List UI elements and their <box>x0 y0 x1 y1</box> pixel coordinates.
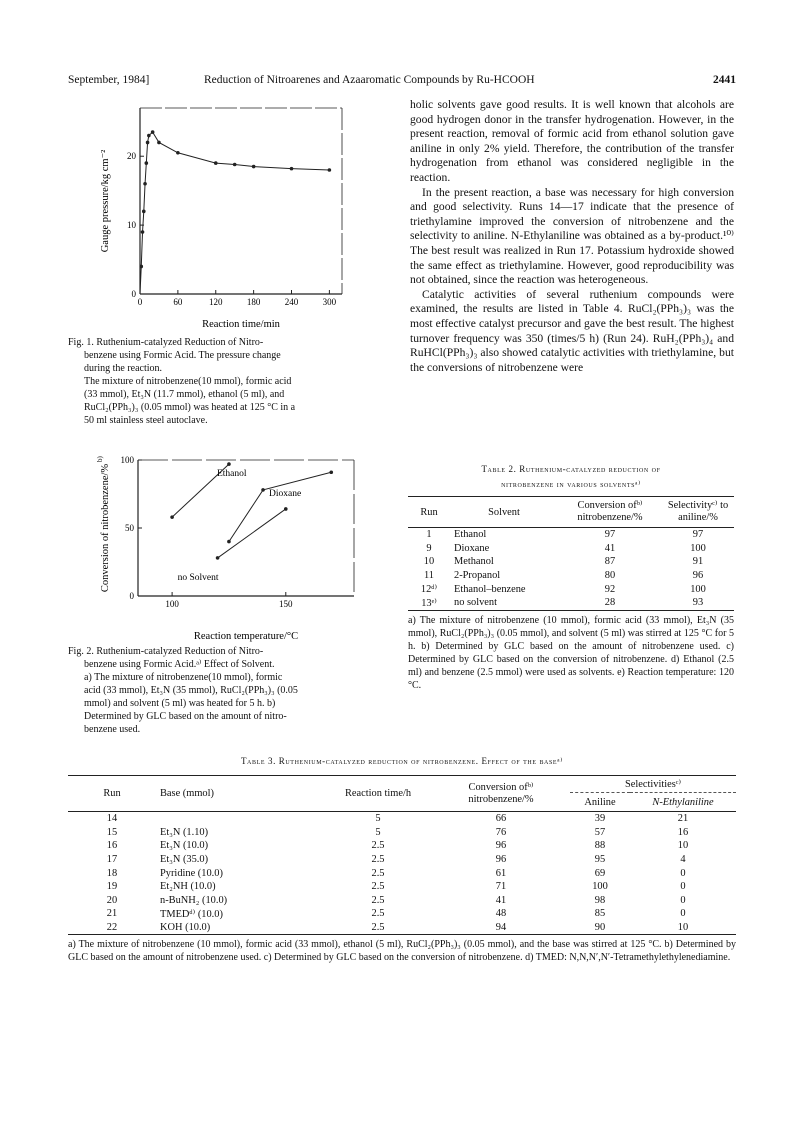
table-cell: 0 <box>680 894 686 906</box>
caption-line: (33 mmol), Et₃N (11.7 mmol), ethanol (5 ml), and <box>84 389 285 400</box>
table-cell: Et₃N (35.0) <box>160 854 209 866</box>
header-date: September, 1984] <box>68 74 150 86</box>
data-point <box>176 151 180 155</box>
table-cell: 2.5 <box>371 922 385 934</box>
table-cell: 93 <box>692 597 704 609</box>
table-cell: 76 <box>495 826 507 838</box>
data-point <box>233 163 237 167</box>
body-text <box>410 98 734 375</box>
table2-header: Conversion ofᵇ⁾ nitrobenzene/% <box>577 500 643 523</box>
table2-header: Selectivityᶜ⁾ to aniline/% <box>667 500 729 523</box>
table-cell <box>156 812 324 826</box>
series-line <box>229 472 331 541</box>
x-tick-label: 150 <box>279 599 293 609</box>
table-cell: 11 <box>423 570 434 582</box>
data-point <box>143 182 147 186</box>
table-cell: 22 <box>106 922 118 934</box>
table-row <box>408 582 734 596</box>
page-number: 2441 <box>713 74 736 86</box>
table-cell: 9 <box>426 542 432 554</box>
table-cell: 21 <box>677 813 689 825</box>
table-cell: Ethanol <box>454 529 487 541</box>
data-point <box>157 141 161 145</box>
table-cell: 97 <box>604 529 616 541</box>
data-point <box>151 130 155 134</box>
x-tick-label: 100 <box>165 599 179 609</box>
data-point <box>227 462 231 466</box>
table-cell: 5 <box>375 813 381 825</box>
series-label: no Solvent <box>177 572 219 583</box>
table-cell: 98 <box>594 894 606 906</box>
table-cell: 91 <box>692 556 704 568</box>
table-cell: 100 <box>592 881 608 893</box>
data-point <box>214 161 218 165</box>
caption-line: Fig. 2. Ruthenium-catalyzed Reduction of Nitro- <box>68 646 264 657</box>
table2-header: Run <box>420 506 438 518</box>
table-row <box>408 596 734 610</box>
data-point <box>142 210 146 214</box>
table-cell: 5 <box>375 826 381 838</box>
table-cell: Methanol <box>454 556 494 568</box>
table3-header-aniline: Aniline <box>584 796 616 808</box>
caption-line: RuCl₂(PPh₃)₃ (0.05 mmol) was heated at 125 °C in a <box>84 402 296 413</box>
caption-line: mmol) and solvent (5 ml) was heated for 5 h. b) <box>84 698 276 709</box>
table-row <box>68 907 736 921</box>
table-cell: Et₂NH (10.0) <box>160 881 216 893</box>
table3-notes: a) The mixture of nitrobenzene (10 mmol), formic acid (33 mmol), ethanol (5 ml), RuCl₂(PPh₃)₃ (0.05 mmol), and the base was stirred at 125 °C. b) Determined by GLC based on the amount of nitrobenzene used. c) Determined by GLC based on the conversion of nitrobenzene. d) TMED: N,N,N′,N′-Tetramethylethylenediamine. <box>68 939 736 964</box>
table-row <box>68 880 736 894</box>
x-tick-label: 0 <box>137 297 143 307</box>
data-point <box>139 265 143 269</box>
table2 <box>408 462 734 692</box>
y-tick-label: 100 <box>120 455 134 465</box>
y-axis-label: Conversion of nitrobenzene/% <box>100 463 111 593</box>
x-tick-label: 60 <box>173 297 183 307</box>
table-cell: 16 <box>106 840 118 852</box>
y-tick-label: 0 <box>129 591 134 601</box>
table-cell: 28 <box>604 597 616 609</box>
table-cell: 100 <box>690 542 706 554</box>
table-cell: 2.5 <box>371 854 385 866</box>
x-axis-label: Reaction temperature/°C <box>193 631 299 642</box>
fig1-chart <box>96 100 366 332</box>
caption-line: Determined by GLC based on the amount of nitro- <box>84 711 287 722</box>
data-point <box>145 161 149 165</box>
table-cell: 97 <box>692 529 704 541</box>
table-row <box>408 528 734 542</box>
table-cell: Et₃N (1.10) <box>160 826 209 838</box>
table2-header: Solvent <box>488 506 520 518</box>
table2-title <box>408 462 734 492</box>
table-cell: Dioxane <box>454 542 490 554</box>
series-label: Ethanol <box>216 469 247 480</box>
table-cell: 41 <box>604 542 616 554</box>
table3-header-ethylaniline: N-Ethylaniline <box>652 796 714 808</box>
data-point <box>252 165 256 169</box>
data-point <box>146 141 150 145</box>
data-point <box>216 556 220 560</box>
y-tick-label: 20 <box>127 151 136 162</box>
caption-line: Fig. 1. Ruthenium-catalyzed Reduction of Nitro- <box>68 337 264 348</box>
table-cell: 16 <box>677 826 689 838</box>
table-cell: 0 <box>680 881 686 893</box>
table-cell: 80 <box>604 570 616 582</box>
table-row <box>68 866 736 880</box>
table-cell: 13ᵉ⁾ <box>421 597 437 609</box>
caption-line: The mixture of nitrobenzene(10 mmol), formic acid <box>84 376 292 387</box>
table-cell: 2.5 <box>371 894 385 906</box>
data-point <box>141 230 145 234</box>
y-tick-label: 10 <box>127 220 136 231</box>
table-cell: 57 <box>594 826 606 838</box>
table-cell: 10 <box>423 556 435 568</box>
x-tick-label: 300 <box>322 297 337 307</box>
series-line <box>140 132 329 294</box>
table-cell: KOH (10.0) <box>160 922 211 934</box>
running-header <box>68 74 736 90</box>
caption-line: a) The mixture of nitrobenzene(10 mmol), formic <box>84 672 283 683</box>
table-cell: 96 <box>495 854 507 866</box>
table-row <box>68 894 736 908</box>
table-cell: 95 <box>594 854 606 866</box>
table-cell: TMEDᵈ⁾ (10.0) <box>160 908 223 920</box>
table-cell: 100 <box>690 583 706 595</box>
table-cell: 1 <box>426 529 432 541</box>
table-cell: 2.5 <box>371 840 385 852</box>
table-cell: 19 <box>106 881 118 893</box>
table3-header-conversion: Conversion ofᵇ⁾ nitrobenzene/% <box>468 781 534 805</box>
table-cell: 10 <box>677 922 689 934</box>
table-cell: 39 <box>594 813 606 825</box>
data-point <box>170 515 174 519</box>
caption-line: benzene using Formic Acid. The pressure change <box>84 350 281 361</box>
body-paragraph: holic solvents gave good results. It is well known that alcohols are good hydrogen donor in the transfer hydrogenation. However, in the present reaction, removal of formic acid from ethanol solution gave aniline in only 2% yield. Therefore, the contribution of the transfer hydrogenation from ethanol was considered negligible in the reaction. <box>410 98 734 184</box>
caption-line: acid (33 mmol), Et₃N (35 mmol), RuCl₂(PPh₃)₃ (0.05 <box>84 685 298 696</box>
caption-line: benzene used. <box>84 724 141 735</box>
x-tick-label: 240 <box>284 297 299 307</box>
table-cell: 17 <box>106 854 118 866</box>
y-axis-label-sup: b) <box>96 456 104 462</box>
table3-grid <box>68 775 736 935</box>
table-cell: 2-Propanol <box>454 570 501 582</box>
table-cell: 0 <box>680 908 686 920</box>
table-cell: 2.5 <box>371 881 385 893</box>
data-point <box>284 507 288 511</box>
table-cell: Ethanol–benzene <box>454 583 526 595</box>
y-tick-label: 0 <box>131 289 136 299</box>
table-cell: n-BuNH₂ (10.0) <box>160 894 228 906</box>
fig2-chart <box>96 448 366 644</box>
data-point <box>328 168 332 172</box>
data-point <box>261 488 265 492</box>
table-row <box>68 812 736 826</box>
table-cell: 88 <box>594 840 606 852</box>
table-cell: 90 <box>594 922 606 934</box>
data-point <box>329 470 333 474</box>
table-row <box>68 839 736 853</box>
table-cell: 66 <box>495 813 507 825</box>
table-row <box>68 853 736 867</box>
table2-title-line: Table 2. Ruthenium-catalyzed reduction of <box>481 464 661 474</box>
table-row <box>408 542 734 556</box>
table-cell: 41 <box>495 894 507 906</box>
table-cell: no solvent <box>454 597 498 609</box>
table-cell: 96 <box>495 840 507 852</box>
table-row <box>68 921 736 935</box>
data-point <box>290 167 294 171</box>
caption-line: during the reaction. <box>84 363 163 374</box>
table-cell: 61 <box>495 867 507 879</box>
table-cell: 85 <box>594 908 606 920</box>
y-axis-label: Gauge pressure/kg cm⁻² <box>100 149 111 253</box>
table-cell: 14 <box>106 813 118 825</box>
table-cell: 92 <box>604 583 616 595</box>
table-cell: 94 <box>495 922 507 934</box>
body-paragraph: Catalytic activities of several ruthenium compounds were examined, the results are listed in Table 4. RuCl₂(PPh₃)₃ was the most effective catalyst precursor and gave the best result. The highest turnover frequency was 350 (times/5 h) (Run 24). RuH₂(PPh₃)₄ and RuHCl(PPh₃)₃ also showed catalytic activities with triethylamine, but the conversions of nitrobenzene were <box>410 287 734 374</box>
table-cell: 2.5 <box>371 867 385 879</box>
x-tick-label: 180 <box>246 297 261 307</box>
table-row <box>408 569 734 583</box>
table3 <box>68 754 736 964</box>
table-cell: 48 <box>495 908 507 920</box>
table-cell: 18 <box>106 867 118 879</box>
table-cell: 10 <box>677 840 689 852</box>
table3-header-run: Run <box>103 788 121 799</box>
table-cell: Et₃N (10.0) <box>160 840 209 852</box>
table-cell: 15 <box>106 826 118 838</box>
y-tick-label: 50 <box>125 523 134 533</box>
caption-line: 50 ml stainless steel autoclave. <box>84 415 208 426</box>
data-point <box>147 134 151 138</box>
table-row <box>68 826 736 840</box>
series-line <box>218 509 286 558</box>
table-cell: 96 <box>692 570 704 582</box>
table3-header-selectivities: Selectivitiesᶜ⁾ <box>570 776 736 793</box>
x-tick-label: 120 <box>209 297 223 307</box>
x-axis-label: Reaction time/min <box>202 319 280 330</box>
table3-header-base: Base (mmol) <box>160 788 214 799</box>
table2-title-line: nitrobenzene in various solventsᵃ⁾ <box>501 479 641 489</box>
table-row <box>408 555 734 569</box>
table-cell: 4 <box>680 854 686 866</box>
fig1-caption <box>68 336 368 427</box>
table-cell: 71 <box>495 881 507 893</box>
table-cell: 21 <box>106 908 118 920</box>
table3-title: Table 3. Ruthenium-catalyzed reduction of nitrobenzene. Effect of the baseᵃ⁾ <box>240 756 564 766</box>
body-paragraph: In the present reaction, a base was necessary for high conversion and good selectivity. Runs 14—17 indicate that the presence of triethylamine improved the conversion of nitrobenzene and the selectivity to aniline. N-Ethylaniline was obtained as a by-product.¹⁰⁾ The best result was realized in Run 17. Potassium hydroxide showed the same effect as triethylamine. However, good reproducibility was not obtained, since the reaction was heterogeneous. <box>410 185 734 287</box>
data-point <box>227 540 231 544</box>
table-cell: 69 <box>594 867 606 879</box>
table-cell: 87 <box>604 556 616 568</box>
table3-header-time: Reaction time/h <box>344 787 412 799</box>
table2-notes: a) The mixture of nitrobenzene (10 mmol), formic acid (33 mmol), Et₃N (35 mmol), RuCl₂(PPh₃)₃ (0.05 mmol), and solvent (5 ml) was stirred at 125 °C for 5 h. b) Determined by GLC based on the amount of nitrobenzene used. c) Determined by GLC based on the conversion of nitrobenzene. d) Ethanol (2.5 ml) and benzene (2.5 mmol) were used as solvents. e) Reaction temperature: 120 °C. <box>408 614 734 691</box>
table-cell: 0 <box>680 867 686 879</box>
table-cell: 2.5 <box>371 908 385 920</box>
table-cell: 12ᵈ⁾ <box>420 584 438 596</box>
table2-grid <box>408 496 734 611</box>
table-cell: Pyridine (10.0) <box>160 867 223 879</box>
series-label: Dioxane <box>269 488 302 499</box>
caption-line: benzene using Formic Acid.ᵃ⁾ Effect of Solvent. <box>84 659 275 670</box>
header-title: Reduction of Nitroarenes and Azaaromatic Compounds by Ru-HCOOH <box>204 74 535 86</box>
table-cell: 20 <box>106 894 118 906</box>
fig2-caption <box>68 645 368 736</box>
